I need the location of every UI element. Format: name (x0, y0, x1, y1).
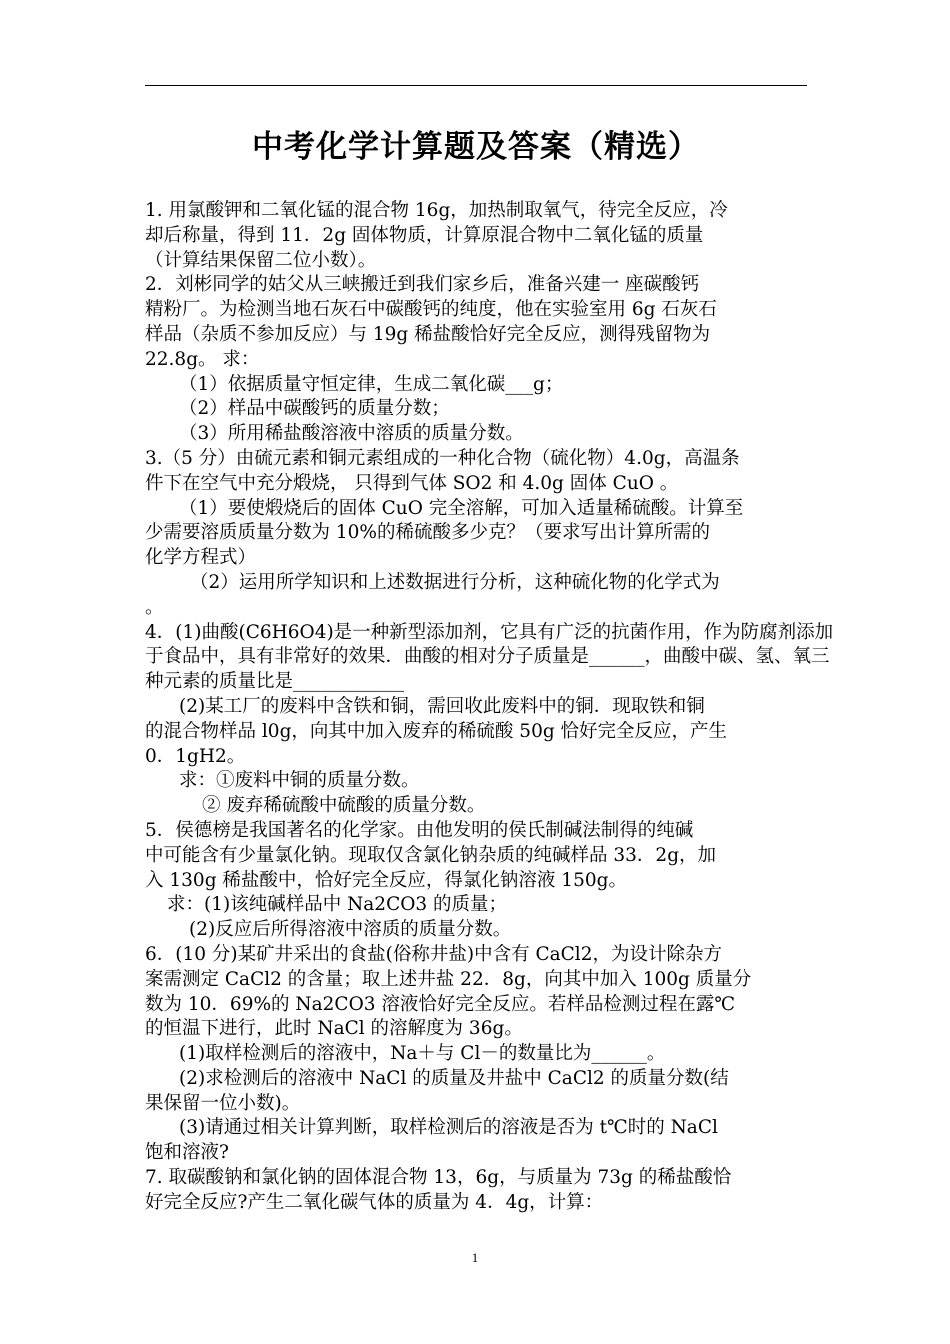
text-line: 6．(10 分)某矿井采出的食盐(俗称井盐)中含有 CaCl2，为设计除杂方 (145, 943, 722, 965)
text-line: (2)反应后所得溶液中溶质的质量分数。 (189, 919, 512, 941)
text-line: 饱和溶液? (145, 1142, 229, 1164)
text-line: 件下在空气中充分煅烧， 只得到气体 SO2 和 4.0g 固体 CuO 。 (145, 472, 679, 494)
text-line: 1. 用氯酸钾和二氧化锰的混合物 16g，加热制取氧气，待完全反应，冷 (145, 200, 728, 221)
text-line: 7. 取碳酸钠和氯化钠的固体混合物 13，6g，与质量为 73g 的稀盐酸恰 (145, 1167, 732, 1189)
text-line: 3.（5 分）由硫元素和铜元素组成的一种化合物（硫化物）4.0g，高温条 (145, 447, 740, 469)
text-line: 4．(1)曲酸(C6H6O4)是一种新型添加剂，它具有广泛的抗菌作用，作为防腐剂添加 (145, 621, 834, 643)
text-line: 入 130g 稀盐酸中，恰好完全反应，得氯化钠溶液 150g。 (145, 869, 627, 891)
text-line: 5．侯德榜是我国著名的化学家。由他发明的侯氏制碱法制得的纯碱 (145, 819, 694, 841)
text-line: 。 (145, 596, 164, 618)
text-line: ② 废弃稀硫酸中硫酸的质量分数。 (202, 795, 486, 817)
text-line: （2）运用所学知识和上述数据进行分析，这种硫化物的化学式为 (190, 571, 720, 593)
text-line: 中可能含有少量氯化钠。现取仅含氯化钠杂质的纯碱样品 33．2g，加 (145, 844, 717, 866)
text-line: （计算结果保留二位小数）。 (145, 249, 377, 271)
text-line: 于食品中，具有非常好的效果．曲酸的相对分子质量是______，曲酸中碳、氢、氧三 (145, 646, 830, 668)
header-rule (145, 85, 807, 86)
text-line: 求：①废料中铜的质量分数。 (179, 770, 420, 792)
text-line: (2)求检测后的溶液中 NaCl 的质量及井盐中 CaCl2 的质量分数(结 (179, 1067, 729, 1089)
text-line: （1）依据质量守恒定律，生成二氧化碳___g； (179, 373, 564, 395)
text-line: (1)取样检测后的溶液中，Na＋与 Cl－的数量比为______。 (179, 1043, 666, 1065)
text-line: 样品（杂质不参加反应）与 19g 稀盐酸恰好完全反应，测得残留物为 (145, 323, 711, 345)
text-line: 好完全反应?产生二氧化碳气体的质量为 4．4g，计算： (145, 1191, 604, 1213)
text-line: (3)请通过相关计算判断，取样检测后的溶液是否为 t℃时的 NaCl (179, 1117, 718, 1139)
document-body (145, 199, 834, 1216)
text-line: 22.8g。 求： (145, 348, 260, 370)
text-line: 化学方程式） (145, 547, 257, 569)
text-line: 的混合物样品 l0g，向其中加入废弃的稀硫酸 50g 恰好完全反应，产生 (145, 720, 728, 742)
text-line: 0．1gH2。 (145, 745, 246, 767)
text-line: 种元素的质量比是____________ (145, 671, 405, 693)
text-line: 求：(1)该纯碱样品中 Na2CO3 的质量； (167, 894, 508, 916)
text-line: 精粉厂。为检测当地石灰石中碳酸钙的纯度，他在实验室用 6g 石灰石 (145, 299, 717, 321)
text-line: （3）所用稀盐酸溶液中溶质的质量分数。 (179, 423, 524, 445)
text-line: （2）样品中碳酸钙的质量分数； (179, 398, 450, 420)
text-line: 数为 10．69%的 Na2CO3 溶液恰好完全反应。若样品检测过程在露℃ (145, 993, 736, 1015)
text-line: 的恒温下进行，此时 NaCl 的溶解度为 36g。 (145, 1018, 523, 1040)
text-line: 果保留一位小数)。 (145, 1092, 301, 1114)
page-title: 中考化学计算题及答案（精选） (252, 129, 700, 165)
text-line: 却后称量，得到 11．2g 固体物质，计算原混合物中二氧化锰的质量 (145, 224, 704, 246)
text-line: (2)某工厂的废料中含铁和铜，需回收此废料中的铜．现取铁和铜 (179, 695, 705, 717)
text-line: （1）要使煅烧后的固体 CuO 完全溶解，可加入适量稀硫酸。计算至 (179, 497, 744, 519)
text-line: 2．刘彬同学的姑父从三峡搬迁到我们家乡后，准备兴建一 座碳酸钙 (145, 274, 700, 296)
page-number: 1 (471, 1250, 479, 1265)
text-line: 案需测定 CaCl2 的含量；取上述井盐 22．8g，向其中加入 100g 质量分 (145, 968, 752, 990)
text-line: 少需要溶质质量分数为 10%的稀硫酸多少克？（要求写出计算所需的 (145, 522, 711, 544)
